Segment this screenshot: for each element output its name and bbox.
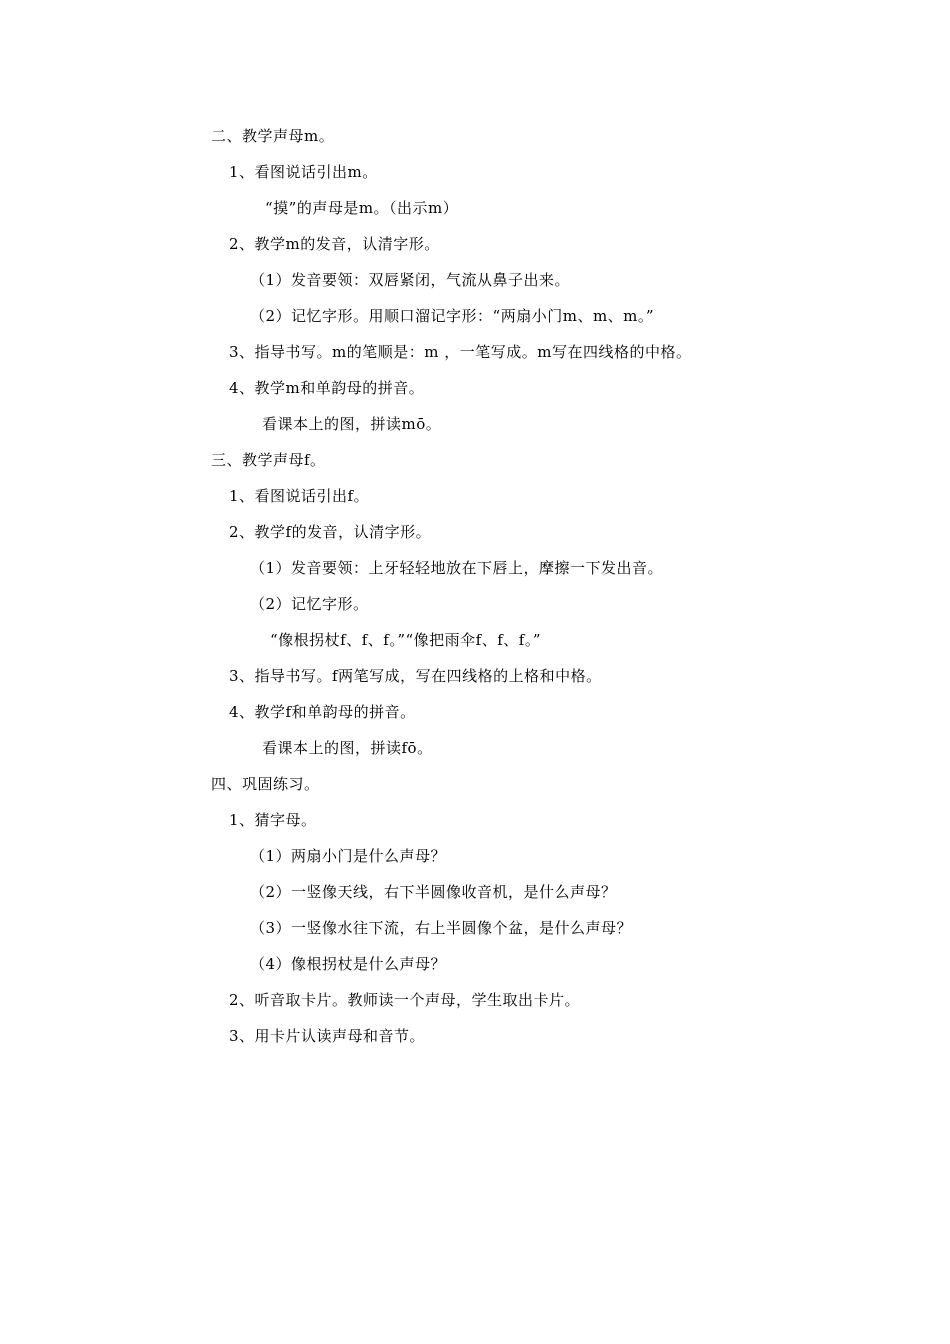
step-1-f: 1、看图说话引出f。 [229, 487, 370, 505]
practice-1-q3: （3）一竖像水往下流，右上半圆像个盆，是什么声母？ [250, 919, 633, 937]
step-2-f: 2、教学f的发音，认清字形。 [229, 523, 432, 541]
step-4-f-detail: 看课本上的图，拼读fō。 [262, 739, 433, 757]
step-1-m-detail: “摸”的声母是m。（出示m） [265, 199, 459, 217]
step-1-m: 1、看图说话引出m。 [229, 163, 378, 181]
step-2-f-rhyme: “像根拐杖f、f、f。”“像把雨伞f、f、f。” [270, 631, 541, 649]
step-3-m: 3、指导书写。m的笔顺是：m ，一笔写成。m写在四线格的中格。 [229, 343, 692, 361]
practice-1-q2: （2）一竖像天线，右下半圆像收音机，是什么声母？ [250, 883, 617, 901]
step-2-m: 2、教学m的发音，认清字形。 [229, 235, 440, 253]
step-4-m-detail: 看课本上的图，拼读mō。 [262, 415, 442, 433]
practice-3: 3、用卡片认读声母和音节。 [229, 1027, 426, 1045]
step-4-m: 4、教学m和单韵母的拼音。 [229, 379, 425, 397]
step-2-f-sub-1: （1）发音要领：上牙轻轻地放在下唇上，摩擦一下发出音。 [250, 559, 664, 577]
section-heading-f: 三、教学声母f。 [211, 451, 326, 469]
practice-1-q4: （4）像根拐杖是什么声母？ [250, 955, 447, 973]
section-heading-practice: 四、巩固练习。 [211, 775, 320, 793]
step-2-f-sub-2: （2）记忆字形。 [250, 595, 369, 613]
practice-2: 2、听音取卡片。教师读一个声母，学生取出卡片。 [229, 991, 581, 1009]
step-2-m-sub-2: （2）记忆字形。用顺口溜记字形：“两扇小门m、m、m。” [250, 307, 655, 325]
practice-1-q1: （1）两扇小门是什么声母？ [250, 847, 447, 865]
step-4-f: 4、教学f和单韵母的拼音。 [229, 703, 416, 721]
practice-1: 1、猜字母。 [229, 811, 317, 829]
step-2-m-sub-1: （1）发音要领：双唇紧闭，气流从鼻子出来。 [250, 271, 571, 289]
step-3-f: 3、指导书写。f两笔写成，写在四线格的上格和中格。 [229, 667, 602, 685]
section-heading-m: 二、教学声母m。 [211, 127, 335, 145]
